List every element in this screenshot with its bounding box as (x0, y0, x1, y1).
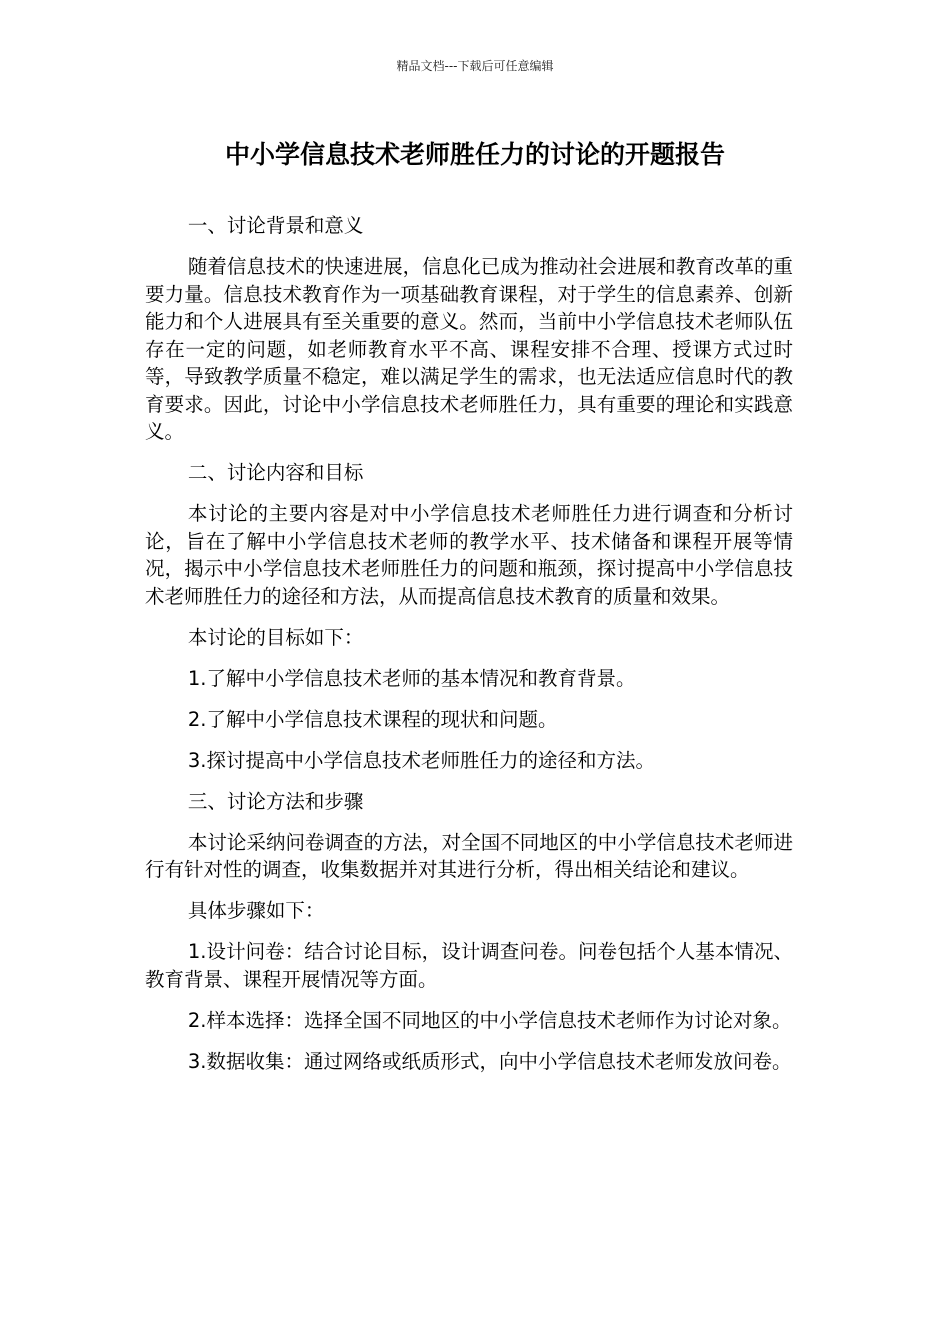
step-item: 3.数据收集：通过网络或纸质形式，向中小学信息技术老师发放问卷。 (187, 1049, 792, 1073)
section-heading-background: 一、讨论背景和意义 (187, 214, 364, 237)
paragraph-method: 本讨论采纳问卷调查的方法，对全国不同地区的中小学信息技术老师进行有针对性的调查，收集数据并对其进行分析，得出相关结论和建议。 (145, 830, 793, 881)
paragraph-background: 随着信息技术的快速进展，信息化已成为推动社会进展和教育改革的重要力量。信息技术教育作为一项基础教育课程，对于学生的信息素养、创新能力和个人进展具有至关重要的意义。然而，当前中小学信息技术老师队伍存在一定的问题，如老师教育水平不高、课程安排不合理、授课方式过时等，导致教学质量不稳定，难以满足学生的需求，也无法适应信息时代的教育要求。因此，讨论中小学信息技术老师胜任力，具有重要的理论和实践意义。 (145, 255, 793, 443)
goal-item: 2.了解中小学信息技术课程的现状和问题。 (187, 707, 558, 731)
section-heading-method: 三、讨论方法和步骤 (187, 789, 364, 813)
document-body (145, 212, 793, 1089)
step-item: 1.设计问卷：结合讨论目标，设计调查问卷。问卷包括个人基本情况、教育背景、课程开展情况等方面。 (145, 940, 793, 991)
goal-item: 3.探讨提高中小学信息技术老师胜任力的途径和方法。 (187, 748, 655, 772)
paragraph-goals-intro: 本讨论的目标如下： (187, 625, 364, 649)
header-note: 精品文档---下载后可任意编辑 (396, 59, 554, 73)
step-item: 2.样本选择：选择全国不同地区的中小学信息技术老师作为讨论对象。 (187, 1008, 792, 1032)
paragraph-content: 本讨论的主要内容是对中小学信息技术老师胜任力进行调查和分析讨论，旨在了解中小学信息技术老师的教学水平、技术储备和课程开展等情况，揭示中小学信息技术老师胜任力的问题和瓶颈，探讨提高中小学信息技术老师胜任力的途径和方法，从而提高信息技术教育的质量和效果。 (145, 502, 793, 608)
document-title: 中小学信息技术老师胜任力的讨论的开题报告 (224, 140, 725, 169)
paragraph-steps-intro: 具体步骤如下： (187, 899, 325, 922)
goal-item: 1.了解中小学信息技术老师的基本情况和教育背景。 (187, 666, 636, 690)
section-heading-content: 二、讨论内容和目标 (187, 461, 364, 484)
